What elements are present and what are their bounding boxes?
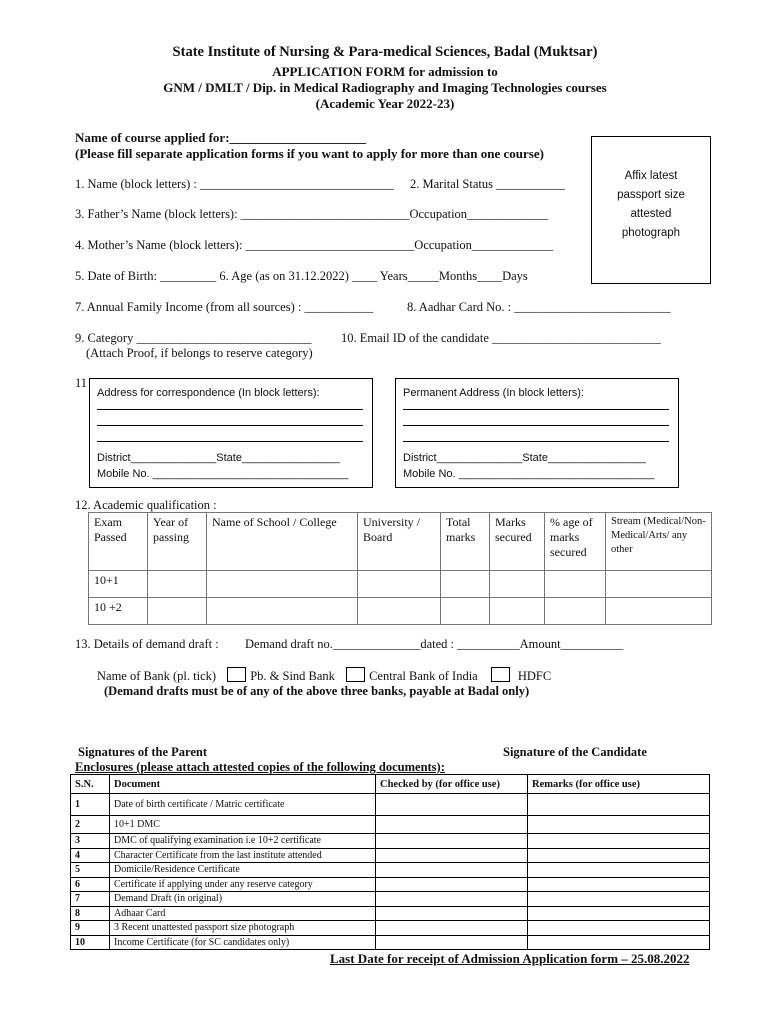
father-name-field[interactable]: 3. Father’s Name (block letters): ___________________________Occupation_____________ (75, 207, 549, 221)
document-cell: Income Certificate (for SC candidates only) (110, 935, 376, 950)
sn-cell: 6 (71, 877, 110, 892)
remarks-cell[interactable] (528, 834, 710, 849)
marital-status-field[interactable]: 2. Marital Status ___________ (410, 177, 565, 191)
table-cell[interactable] (207, 571, 358, 598)
table-row (71, 863, 710, 878)
remarks-cell[interactable] (528, 906, 710, 921)
academic-year: (Academic Year 2022-23) (315, 96, 455, 111)
photo-text: photograph (621, 227, 681, 239)
table-header: S.N. (71, 775, 110, 794)
photo-text: passport size (617, 189, 685, 201)
checked-cell[interactable] (376, 921, 528, 936)
last-date-notice: Last Date for receipt of Admission Application form – 25.08.2022 (330, 951, 690, 966)
table-cell[interactable] (148, 598, 207, 625)
remarks-cell[interactable] (528, 935, 710, 950)
enclosures-table (70, 774, 710, 950)
table-header: Document (110, 775, 376, 794)
table-cell[interactable] (545, 571, 606, 598)
remarks-cell[interactable] (528, 816, 710, 834)
table-cell[interactable] (606, 571, 712, 598)
photo-text: Affix latest (624, 170, 678, 182)
category-field[interactable]: 9. Category ____________________________ (75, 331, 312, 345)
table-cell[interactable] (490, 598, 545, 625)
document-cell: 3 Recent unattested passport size photograph (110, 921, 376, 936)
bank-option-label: HDFC (517, 669, 552, 683)
checked-cell[interactable] (376, 906, 528, 921)
document-cell: Adhaar Card (110, 906, 376, 921)
sn-cell: 5 (71, 863, 110, 878)
course-applied (75, 130, 366, 146)
document-cell: 10+1 DMC (110, 816, 376, 834)
remarks-cell[interactable] (528, 892, 710, 907)
checked-cell[interactable] (376, 935, 528, 950)
table-row (89, 598, 712, 625)
document-cell: Demand Draft (in original) (110, 892, 376, 907)
checked-cell[interactable] (376, 834, 528, 849)
email-field[interactable]: 10. Email ID of the candidate ___________________________ (341, 331, 661, 345)
draft-fields[interactable]: Demand draft no.______________dated : __________Amount__________ (245, 637, 624, 651)
checked-cell[interactable] (376, 877, 528, 892)
bank-checkbox[interactable] (346, 667, 365, 682)
sn-cell: 3 (71, 834, 110, 849)
qualification-table (88, 512, 712, 625)
table-row (71, 794, 710, 816)
checked-cell[interactable] (376, 816, 528, 834)
table-header: % age of marks secured (545, 513, 606, 571)
bank-checkbox[interactable] (491, 667, 510, 682)
table-cell[interactable] (358, 571, 441, 598)
table-row (71, 816, 710, 834)
aadhar-field[interactable]: 8. Aadhar Card No. : _________________________ (407, 300, 671, 314)
table-cell[interactable] (490, 571, 545, 598)
permanent-address-title: Permanent Address (In block letters): (403, 387, 584, 399)
checked-cell[interactable] (376, 848, 528, 863)
family-income-field[interactable]: 7. Annual Family Income (from all sources) : ___________ (75, 300, 374, 314)
exam-cell: 10+1 (89, 571, 148, 598)
table-header: Remarks (for office use) (528, 775, 710, 794)
sn-cell: 9 (71, 921, 110, 936)
draft-label: 13. Details of demand draft : (75, 637, 219, 651)
sn-cell: 7 (71, 892, 110, 907)
table-header-row (71, 775, 710, 794)
correspondence-mobile[interactable]: Mobile No. ________________________________ (97, 468, 349, 480)
bank-option-label: Pb. & Sind Bank (250, 669, 335, 683)
sn-cell: 2 (71, 816, 110, 834)
document-cell: Domicile/Residence Certificate (110, 863, 376, 878)
document-cell: Character Certificate from the last institute attended (110, 848, 376, 863)
sn-cell: 8 (71, 906, 110, 921)
name-field[interactable]: 1. Name (block letters) : _______________________________ (75, 177, 394, 191)
table-cell[interactable] (207, 598, 358, 625)
address-line[interactable] (403, 441, 669, 442)
table-header: Name of School / College (207, 513, 358, 571)
table-header: Exam Passed (89, 513, 148, 571)
table-header: Total marks (441, 513, 490, 571)
bank-checkbox[interactable] (227, 667, 246, 682)
table-row (71, 892, 710, 907)
table-cell[interactable] (606, 598, 712, 625)
table-header: Marks secured (490, 513, 545, 571)
correspondence-address-title: Address for correspondence (In block letters): (97, 387, 320, 399)
table-row (71, 935, 710, 950)
table-row (71, 921, 710, 936)
document-cell: DMC of qualifying examination i.e 10+2 certificate (110, 834, 376, 849)
remarks-cell[interactable] (528, 921, 710, 936)
address-line[interactable] (403, 409, 669, 410)
exam-cell: 10 +2 (89, 598, 148, 625)
remarks-cell[interactable] (528, 863, 710, 878)
permanent-district[interactable]: District______________State________________ (403, 452, 646, 464)
parent-signature-label: Signatures of the Parent (78, 745, 208, 759)
permanent-mobile[interactable]: Mobile No. ________________________________ (403, 468, 655, 480)
bank-selection (97, 667, 551, 684)
table-cell[interactable] (545, 598, 606, 625)
remarks-cell[interactable] (528, 794, 710, 816)
correspondence-address-box[interactable] (89, 378, 373, 488)
photo-box (591, 136, 711, 284)
table-header-row (89, 513, 712, 571)
table-header: Year of passing (148, 513, 207, 571)
table-row (71, 877, 710, 892)
draft-note: (Demand drafts must be of any of the above three banks, payable at Badal only) (104, 684, 530, 698)
table-header: Checked by (for office use) (376, 775, 528, 794)
table-header: University / Board (358, 513, 441, 571)
courses-title: GNM / DMLT / Dip. in Medical Radiography and Imaging Technologies courses (163, 80, 607, 95)
category-note: (Attach Proof, if belongs to reserve category) (86, 346, 313, 360)
course-blank[interactable]: _____________________ (229, 130, 367, 145)
sn-cell: 1 (71, 794, 110, 816)
document-cell: Date of birth certificate / Matric certificate (110, 794, 376, 816)
address-line[interactable] (97, 409, 363, 410)
bank-label: Name of Bank (pl. tick) (97, 669, 217, 683)
table-row (71, 848, 710, 863)
photo-text: attested (630, 208, 672, 220)
table-cell[interactable] (358, 598, 441, 625)
mother-name-field[interactable]: 4. Mother’s Name (block letters): ___________________________Occupation_____________ (75, 238, 554, 252)
form-title: APPLICATION FORM for admission to (272, 64, 498, 79)
remarks-cell[interactable] (528, 848, 710, 863)
qualification-title: 12. Academic qualification : (75, 498, 217, 512)
checked-cell[interactable] (376, 892, 528, 907)
table-cell[interactable] (148, 571, 207, 598)
enclosures-title: Enclosures (please attach attested copies of the following documents): (75, 760, 445, 774)
table-row (89, 571, 712, 598)
address-line[interactable] (97, 425, 363, 426)
table-row (71, 906, 710, 921)
checked-cell[interactable] (376, 794, 528, 816)
institute-name: State Institute of Nursing & Para-medical Sciences, Badal (Muktsar) (172, 44, 598, 60)
correspondence-district[interactable]: District______________State________________ (97, 452, 340, 464)
address-line[interactable] (403, 425, 669, 426)
table-header: Stream (Medical/Non-Medical/Arts/ any other (606, 513, 712, 571)
sn-cell: 4 (71, 848, 110, 863)
course-label: Name of course applied for: (75, 130, 230, 145)
table-row (71, 834, 710, 849)
permanent-address-box[interactable] (395, 378, 679, 488)
sn-cell: 10 (71, 935, 110, 950)
checked-cell[interactable] (376, 863, 528, 878)
remarks-cell[interactable] (528, 877, 710, 892)
document-cell: Certificate if applying under any reserve category (110, 877, 376, 892)
address-line[interactable] (97, 441, 363, 442)
bank-option-label: Central Bank of India (369, 669, 478, 683)
table-cell[interactable] (441, 598, 490, 625)
item-11-number: 11 (75, 376, 88, 390)
course-note: (Please fill separate application forms if you want to apply for more than one course) (75, 146, 544, 161)
dob-age-field[interactable]: 5. Date of Birth: _________ 6. Age (as on 31.12.2022) ____ Years_____Months____Days (75, 269, 528, 283)
table-cell[interactable] (441, 571, 490, 598)
candidate-signature-label: Signature of the Candidate (503, 745, 647, 759)
